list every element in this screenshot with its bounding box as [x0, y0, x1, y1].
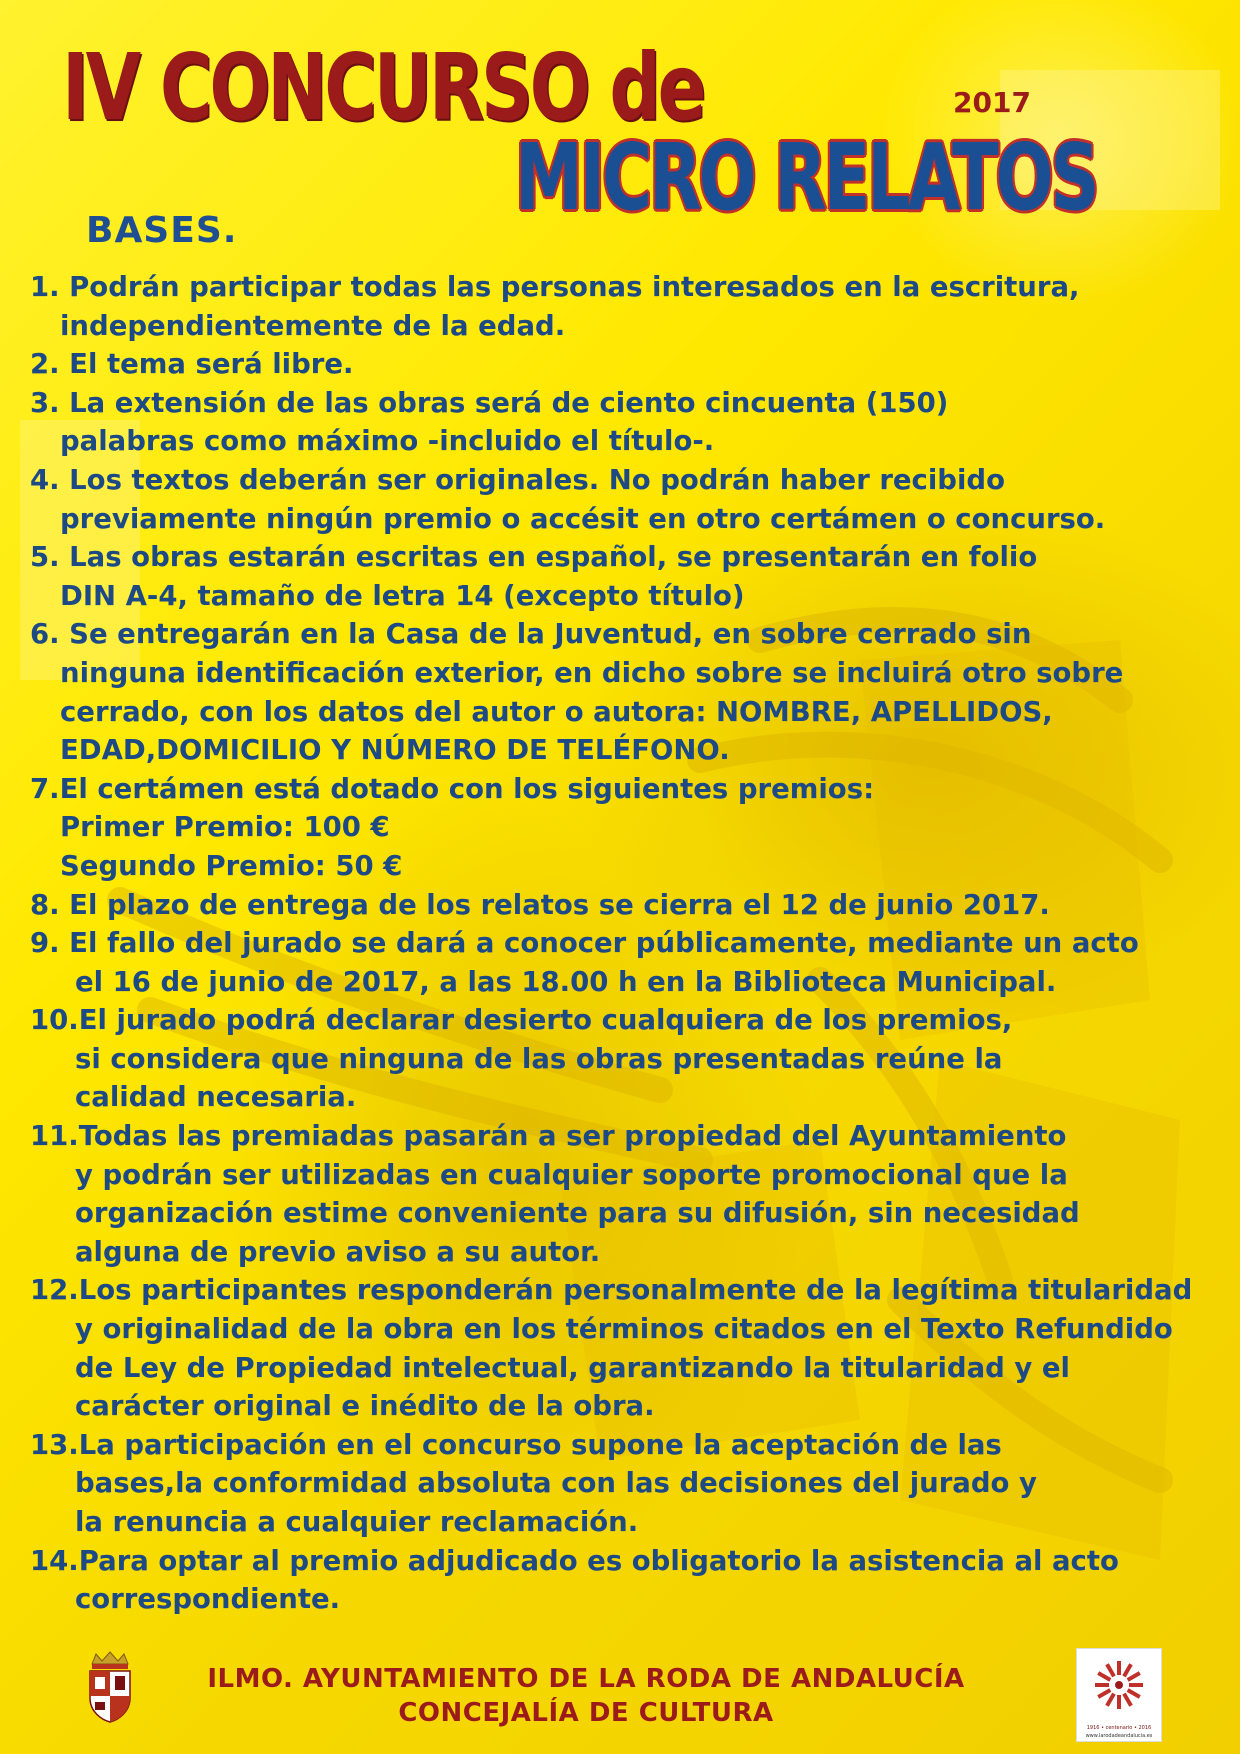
rule-line: 8. El plazo de entrega de los relatos se cierra el 12 de junio 2017.	[30, 888, 1050, 921]
rule-line: y podrán ser utilizadas en cualquier soporte promocional que la	[75, 1158, 1068, 1191]
rule-line: ninguna identificación exterior, en dicho sobre se incluirá otro sobre	[60, 656, 1124, 689]
rule-line: carácter original e inédito de la obra.	[75, 1390, 655, 1423]
centenario-wheel-icon	[1077, 1649, 1161, 1719]
rule-line: si considera que ninguna de las obras presentadas reúne la	[75, 1042, 1003, 1075]
rule-line: el 16 de junio de 2017, a las 18.00 h en la Biblioteca Municipal.	[75, 965, 1057, 998]
rule-line: DIN A-4, tamaño de letra 14 (excepto título)	[60, 579, 745, 612]
rule-line: 6. Se entregarán en la Casa de la Juventud, en sobre cerrado sin	[30, 618, 1032, 651]
rule-line: cerrado, con los datos del autor o autora: NOMBRE, APELLIDOS,	[60, 695, 1053, 728]
rule-line: 13.La participación en el concurso supone la aceptación de las	[30, 1428, 1002, 1461]
rules-list	[30, 268, 1220, 1619]
rule-line: la renuncia a cualquier reclamación.	[75, 1506, 639, 1538]
rule-line: de Ley de Propiedad intelectual, garantizando la titularidad y el	[75, 1351, 1070, 1384]
rule-line: y originalidad de la obra en los términos citados en el Texto Refundido	[75, 1313, 1173, 1346]
rule-line: 5. Las obras estarán escritas en español, se presentarán en folio	[30, 541, 1038, 574]
rule-line: 9. El fallo del jurado se dará a conocer públicamente, mediante un acto	[30, 927, 1139, 960]
rule-line: Segundo Premio: 50 €	[60, 849, 403, 882]
rule-line: independientemente de la edad.	[60, 309, 566, 342]
rule-line: EDAD,DOMICILIO Y NÚMERO DE TELÉFONO.	[60, 734, 730, 767]
rule-line: 7.El certámen está dotado con los siguientes premios:	[30, 772, 875, 805]
bases-heading: BASES.	[86, 210, 238, 251]
centenario-url: www.larodadeandalucia.es	[1085, 1733, 1153, 1739]
rule-line: 2. El tema será libre.	[30, 348, 354, 381]
rule-line: 14.Para optar al premio adjudicado es obligatorio la asistencia al acto	[30, 1544, 1119, 1577]
rule-line: 10.El jurado podrá declarar desierto cualquiera de los premios,	[30, 1004, 1013, 1037]
title-line-1: IV CONCURSO de	[62, 34, 704, 141]
rule-line: 11.Todas las premiadas pasarán a ser propiedad del Ayuntamiento	[30, 1120, 1067, 1153]
title-line-2: MICRO RELATOS	[515, 124, 1097, 231]
rule-line: 1. Podrán participar todas las personas interesados en la escritura,	[30, 271, 1080, 303]
centenario-caption: 1916 • centenario • 2016	[1086, 1725, 1152, 1731]
rule-line: alguna de previo aviso a su autor.	[75, 1235, 601, 1268]
rule-line: Primer Premio: 100 €	[60, 811, 390, 844]
footer-organization: ILMO. AYUNTAMIENTO DE LA RODA DE ANDALUCÍA	[207, 1664, 965, 1694]
rule-line: bases,la conformidad absoluta con las decisiones del jurado y	[75, 1467, 1037, 1500]
title-year: 2017	[953, 86, 1031, 119]
rule-line: organización estime conveniente para su difusión, sin necesidad	[75, 1197, 1080, 1230]
rule-line: 12.Los participantes responderán personalmente de la legítima titularidad	[30, 1274, 1193, 1307]
footer-department: CONCEJALÍA DE CULTURA	[398, 1698, 774, 1728]
rule-line: calidad necesaria.	[75, 1081, 357, 1114]
rule-line: 3. La extensión de las obras será de ciento cincuenta (150)	[30, 386, 949, 419]
rule-line: previamente ningún premio o accésit en otro certámen o concurso.	[60, 502, 1106, 535]
rule-line: palabras como máximo -incluido el título-.	[60, 425, 715, 458]
centenario-logo-icon	[1076, 1648, 1162, 1742]
rule-line: 4. Los textos deberán ser originales. No podrán haber recibido	[30, 463, 1005, 496]
rule-line: correspondiente.	[75, 1583, 341, 1616]
